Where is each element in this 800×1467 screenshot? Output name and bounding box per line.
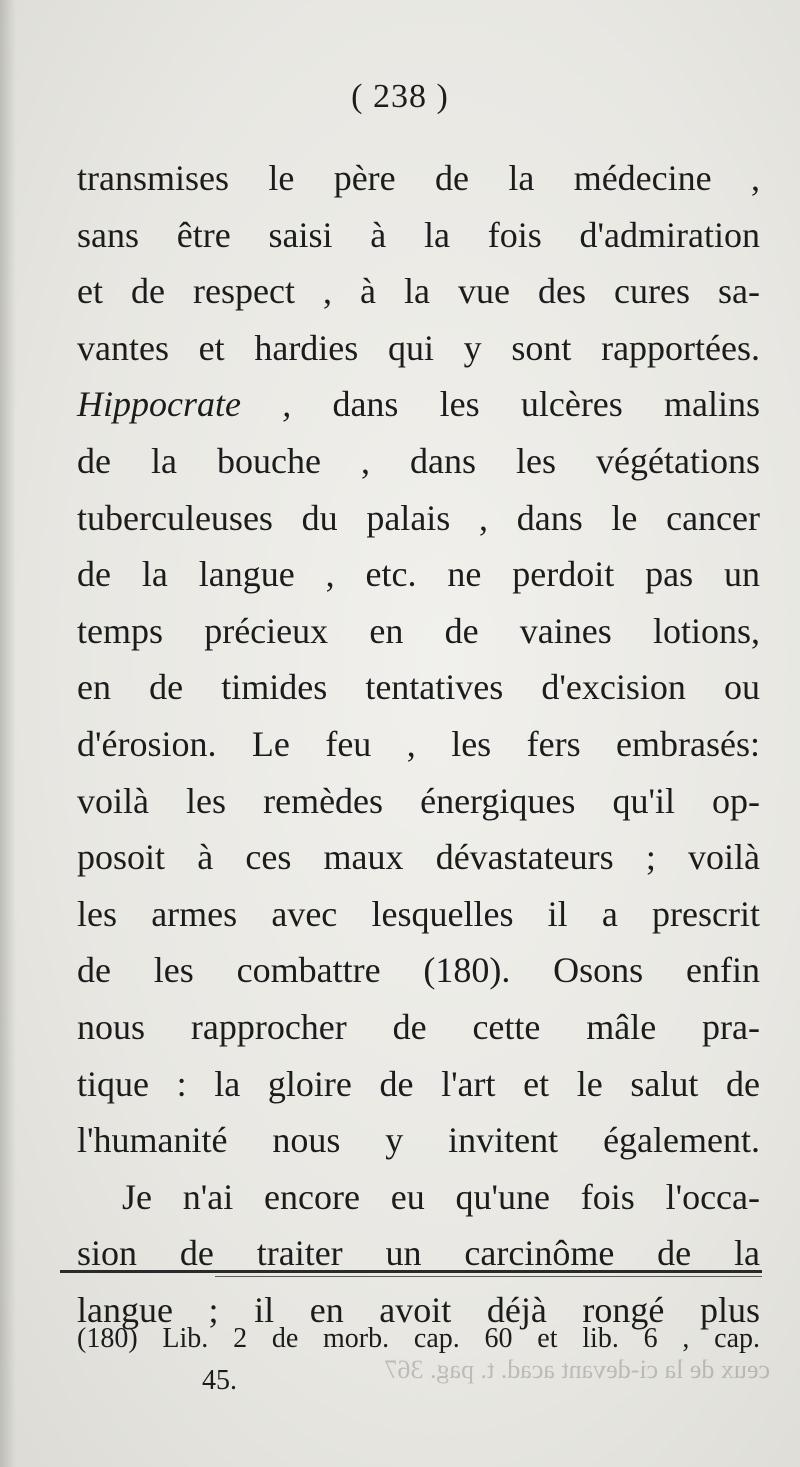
text-line: voilà les remèdes énergiques qu'il op- [77, 780, 760, 821]
text-line: l'humanité nous y invitent également. [77, 1120, 760, 1161]
text-line: de la langue , etc. ne perdoit pas un [77, 554, 760, 595]
text-line: les armes avec lesquelles il a prescrit [77, 893, 760, 934]
text-line: transmises le père de la médecine , [77, 158, 760, 198]
text-line-hippocrate [77, 376, 760, 433]
text-line-rest: dans les ulcères malins [332, 384, 761, 425]
bleed-through-text: ceux de la ci-devant acad. t. pag. 367 [384, 1355, 770, 1384]
text-line: sion de traiter un carcinôme de la [77, 1233, 760, 1274]
text-line: posoit à ces maux dévastateurs ; voilà [77, 837, 760, 878]
text-line: tuberculeuses du palais , dans le cancer [77, 497, 760, 538]
text-line: tique : la gloire de l'art et le salut de [77, 1063, 760, 1104]
text-line: sans être saisi à la fois d'admiration [77, 214, 760, 255]
text-line: vantes et hardies qui y sont rapportées. [77, 327, 760, 368]
page-edge-shadow [0, 0, 16, 1467]
text-line: et de respect , à la vue des cures sa- [77, 271, 760, 312]
footnote-line: (180) Lib. 2 de morb. cap. 60 et lib. 6 , cap. [77, 1323, 760, 1354]
text-line: langue ; il en avoit déjà rongé plus [77, 1289, 760, 1330]
page-number: ( 238 ) [351, 78, 449, 115]
text-line: en de timides tentatives d'excision ou [77, 667, 760, 708]
text-line-paragraph-start: Je n'ai encore eu qu'une fois l'occa- [122, 1176, 760, 1217]
body-text [77, 150, 760, 1338]
footnote-rule-thin [215, 1276, 762, 1277]
text-line: nous rapprocher de cette mâle pra- [77, 1006, 760, 1047]
text-line: de la bouche , dans les végétations [77, 440, 760, 481]
italic-name: Hippocrate , [77, 384, 292, 425]
footnote-line: 45. [202, 1365, 237, 1396]
footnote-rule [60, 1270, 762, 1273]
text-line: d'érosion. Le feu , les fers embrasés: [77, 723, 760, 764]
text-line: temps précieux en de vaines lotions, [77, 610, 760, 651]
text-line: de les combattre (180). Osons enfin [77, 950, 760, 991]
